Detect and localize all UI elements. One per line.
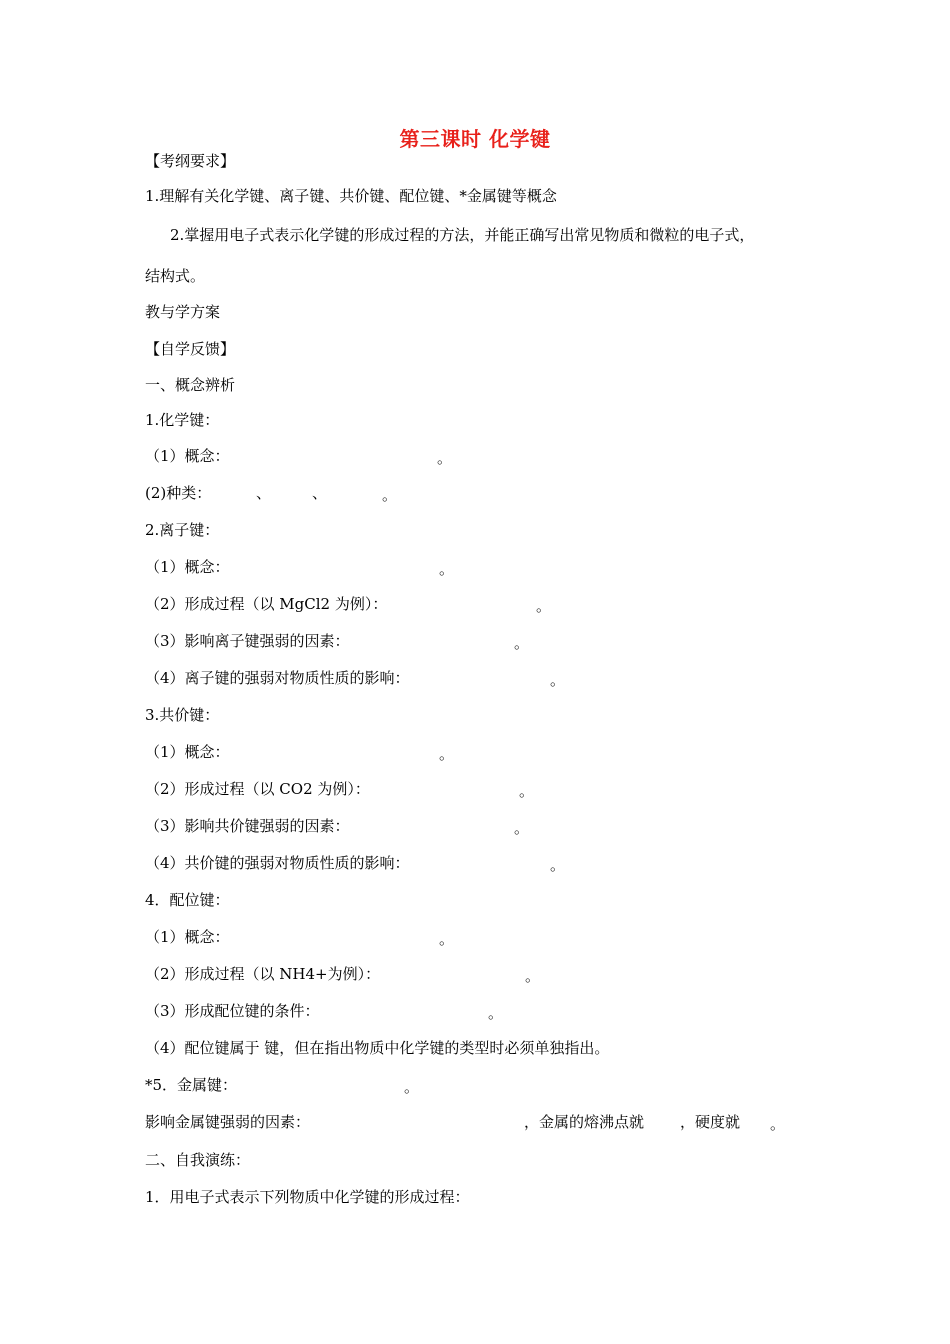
ionic-bond-property-effects: （4）离子键的强弱对物质性质的影响： [145, 669, 410, 687]
hardness-clause: ，硬度就 [680, 1113, 741, 1131]
part-two-heading: 二、自我演练： [145, 1151, 251, 1169]
ionic-bond-formation: （2）形成过程（以 MgCl2 为例）： [145, 595, 388, 613]
coordinate-bond-concept: （1）概念： [145, 928, 230, 946]
covalent-bond-concept: （1）概念： [145, 743, 230, 761]
part-one-heading: 一、概念辨析 [145, 376, 236, 394]
covalent-bond-formation: （2）形成过程（以 CO2 为例）： [145, 780, 370, 798]
requirement-2: 2.掌握用电子式表示化学键的形成过程的方法，并能正确写出常见物质和微粒的电子式， [170, 226, 755, 244]
section-heading-exam-requirements: 【考纲要求】 [145, 152, 236, 170]
blank-end-period: 。 [382, 486, 398, 504]
coordinate-bond-formation: （2）形成过程（以 NH4+为例）： [145, 965, 381, 983]
coordinate-bond-classification: （4）配位键属于 键，但在指出物质中化学键的类型时必须单独指出。 [145, 1039, 610, 1057]
blank-separator: 、 [256, 484, 272, 502]
blank-end-period: 。 [439, 745, 455, 763]
covalent-bond-heading: 3.共价键： [145, 706, 220, 724]
coordinate-bond-heading: 4．配位键： [145, 891, 230, 909]
blank-end-period: 。 [488, 1004, 504, 1022]
blank-end-period: 。 [536, 597, 552, 615]
coordinate-bond-conditions: （3）形成配位键的条件： [145, 1002, 320, 1020]
metallic-bond-heading: *5．金属键： [145, 1076, 238, 1094]
ionic-bond-strength-factors: （3）影响离子键强弱的因素： [145, 632, 350, 650]
blank-end-period: 。 [437, 449, 453, 467]
blank-end-period: 。 [404, 1078, 420, 1096]
page-title: 第三课时 化学键 [399, 127, 551, 151]
blank-separator: 、 [312, 484, 328, 502]
chemical-bond-types: (2)种类： [145, 484, 212, 502]
blank-end-period: 。 [439, 930, 455, 948]
requirement-2-continued: 结构式。 [145, 267, 206, 285]
melting-point-clause: ，金属的熔沸点就 [524, 1113, 645, 1131]
section-heading-self-study: 【自学反馈】 [145, 340, 236, 358]
teaching-plan-heading: 教与学方案 [145, 303, 221, 321]
blank-end-period: 。 [519, 782, 535, 800]
metallic-bond-strength-factors: 影响金属键强弱的因素： [145, 1113, 311, 1131]
blank-end-period: 。 [514, 819, 530, 837]
blank-end-period: 。 [514, 634, 530, 652]
practice-question-1: 1．用电子式表示下列物质中化学键的形成过程： [145, 1188, 470, 1206]
chemical-bond-concept: （1）概念： [145, 447, 230, 465]
requirement-1: 1.理解有关化学键、离子键、共价键、配位键、*金属键等概念 [145, 187, 557, 205]
blank-end-period: 。 [550, 856, 566, 874]
blank-end-period: 。 [439, 560, 455, 578]
ionic-bond-concept: （1）概念： [145, 558, 230, 576]
blank-end-period: 。 [525, 967, 541, 985]
ionic-bond-heading: 2.离子键： [145, 521, 220, 539]
chemical-bond-heading: 1.化学键： [145, 411, 220, 429]
blank-end-period: 。 [550, 671, 566, 689]
covalent-bond-property-effects: （4）共价键的强弱对物质性质的影响： [145, 854, 410, 872]
covalent-bond-strength-factors: （3）影响共价键强弱的因素： [145, 817, 350, 835]
blank-end-period: 。 [770, 1115, 786, 1133]
